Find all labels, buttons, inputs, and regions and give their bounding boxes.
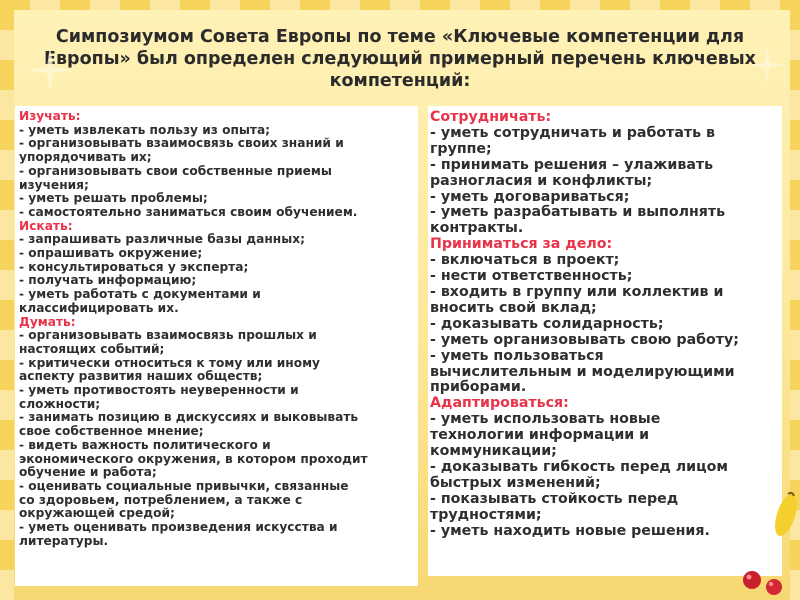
right-column-item: - уметь находить новые решения.	[430, 522, 710, 539]
sparkle-icon	[742, 40, 792, 90]
title-line: Симпозиумом Совета Европы по теме «Ключевые компетенции для	[55, 27, 745, 47]
left-column-heading: Думать:	[19, 314, 76, 329]
left-column-heading: Изучать:	[19, 109, 81, 123]
left-column-item: аспекту развития наших обществ;	[19, 369, 263, 384]
left-column-item: - занимать позицию в дискуссиях и выковывать	[19, 410, 359, 425]
left-column-item: - уметь оценивать произведения искусства и	[19, 520, 338, 535]
left-column-item: - уметь противостоять неуверенности и	[19, 383, 299, 398]
left-column-heading: Искать:	[19, 218, 73, 233]
right-column-item: коммуникации;	[430, 443, 557, 460]
title-line: компетенций:	[329, 71, 471, 91]
left-column-item: - уметь извлекать пользу из опыта;	[19, 122, 271, 137]
right-column-item: - доказывать солидарность;	[430, 315, 664, 332]
decorative-border-top	[0, 0, 800, 10]
right-column-item: - уметь договариваться;	[430, 188, 630, 205]
title-line: Европы» был определен следующий примерный перечень ключевых	[44, 49, 756, 69]
left-column-item: обучение и работа;	[19, 465, 157, 480]
right-column-item: технологии информации и	[430, 427, 650, 444]
left-column-item: упорядочивать их;	[19, 150, 152, 165]
right-column-item: трудностями;	[430, 506, 542, 523]
left-column-item: - опрашивать окружение;	[19, 246, 203, 261]
right-column-heading: Сотрудничать:	[430, 109, 552, 125]
left-column-item: - уметь работать с документами и	[19, 287, 261, 302]
right-column-item: - показывать стойкость перед	[430, 490, 679, 507]
right-column-item: - уметь организовывать свою работу;	[430, 331, 739, 348]
left-column-item: - уметь решать проблемы;	[19, 191, 208, 206]
left-column-item: - видеть важность политического и	[19, 437, 271, 452]
right-column-item: вычислительным и моделирующими	[430, 363, 735, 380]
right-column-heading: Адаптироваться:	[430, 395, 569, 412]
right-competence-column	[428, 106, 782, 576]
left-competence-column	[15, 106, 418, 586]
left-column-item: - организовывать взаимосвязь своих знаний и	[19, 136, 344, 151]
right-column-item: разногласия и конфликты;	[430, 172, 653, 189]
right-column-item: контракты.	[430, 220, 524, 237]
left-column-item: - самостоятельно заниматься своим обучением.	[19, 204, 358, 219]
left-column-item: - оценивать социальные привычки, связанные	[19, 478, 349, 493]
left-column-item: сложности;	[19, 396, 101, 411]
right-column-item: приборами.	[430, 379, 527, 396]
left-column-item: - организовывать свои собственные приемы	[19, 163, 332, 178]
right-column-item: - уметь пользоваться	[430, 347, 604, 364]
left-column-item: - запрашивать различные базы данных;	[19, 232, 305, 247]
right-column-item: - входить в группу или коллектив и	[430, 283, 724, 300]
left-column-item: классифицировать их.	[19, 300, 179, 315]
right-column-item: вносить свой вклад;	[430, 299, 597, 316]
fruit-decoration-icon	[730, 490, 800, 600]
right-column-item: - нести ответственность;	[430, 268, 633, 285]
left-column-item: изучения;	[19, 177, 89, 192]
left-column-item: - получать информацию;	[19, 273, 197, 288]
left-column-item: - критически относиться к тому или иному	[19, 355, 320, 370]
right-column-item: - уметь разрабатывать и выполнять	[430, 204, 726, 221]
left-column-item: экономического окружения, в котором проходит	[19, 451, 368, 466]
right-column-item: группе;	[430, 140, 492, 157]
left-column-item: свое собственное мнение;	[19, 424, 204, 439]
decorative-border-left	[0, 0, 14, 600]
right-column-item: - уметь использовать новые	[430, 411, 661, 428]
left-column-item: литературы.	[19, 533, 109, 548]
right-column-item: - доказывать гибкость перед лицом	[430, 458, 728, 475]
right-column-item: быстрых изменений;	[430, 474, 601, 491]
left-column-item: окружающей средой;	[19, 506, 175, 521]
sparkle-icon	[20, 40, 80, 100]
left-column-item: настоящих событий;	[19, 341, 165, 356]
left-column-item: - организовывать взаимосвязь прошлых и	[19, 328, 317, 343]
right-column-heading: Приниматься за дело:	[430, 236, 613, 253]
left-column-item: со здоровьем, потреблением, а также с	[19, 492, 303, 507]
left-column-item: - консультироваться у эксперта;	[19, 259, 249, 274]
right-column-item: - принимать решения – улаживать	[430, 156, 714, 173]
slide-title	[30, 26, 770, 92]
right-column-item: - включаться в проект;	[430, 252, 620, 269]
right-column-item: - уметь сотрудничать и работать в	[430, 124, 716, 141]
